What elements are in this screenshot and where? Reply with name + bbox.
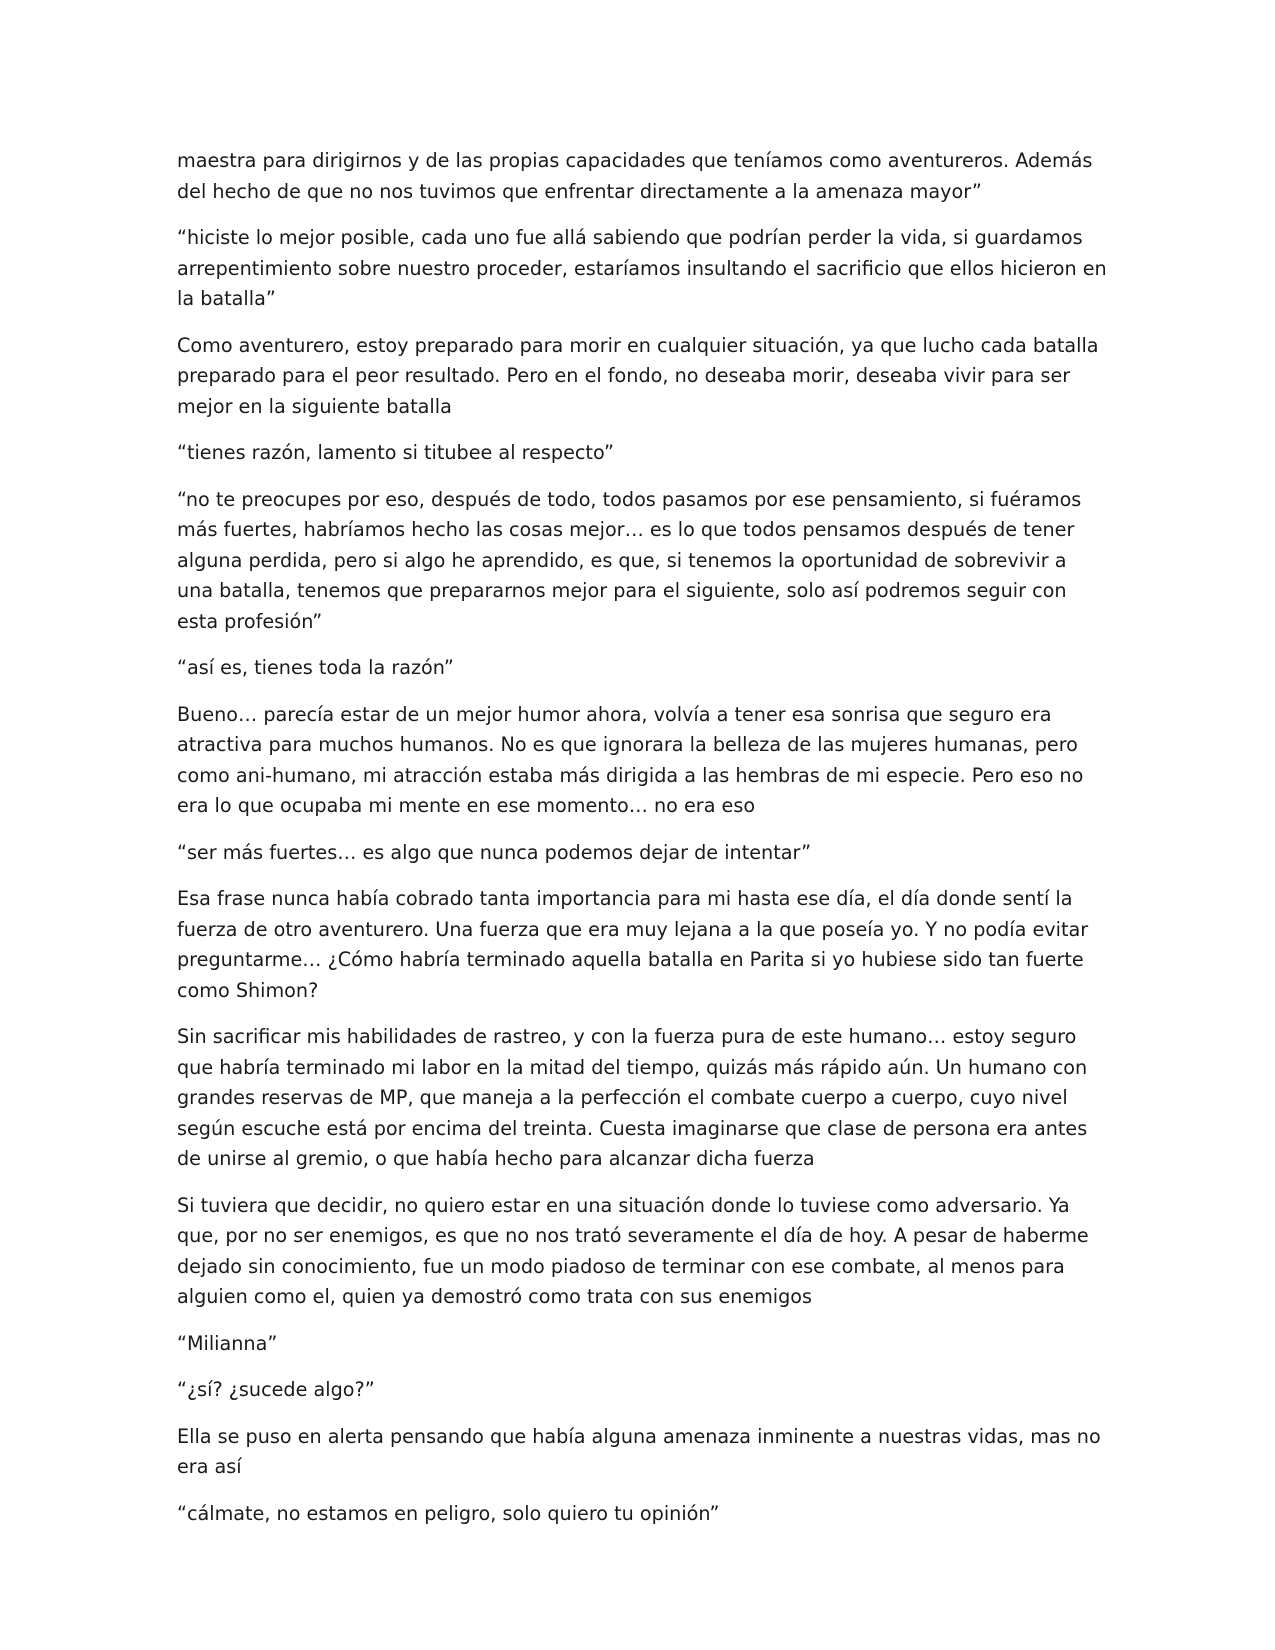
paragraph-7: Bueno… parecía estar de un mejor humor ahora, volvía a tener esa sonrisa que seguro era atractiva para muchos humanos. No es que ignorara la belleza de las mujeres humanas, pero como ani-humano, mi atracción estaba más dirigida a las hembras de mi especie. Pero eso no era lo que ocupaba mi mente en ese momento… no era eso xyxy=(177,702,1084,817)
paragraph-6: “así es, tienes toda la razón” xyxy=(177,656,454,679)
paragraph-15: “cálmate, no estamos en peligro, solo quiero tu opinión” xyxy=(177,1501,720,1525)
paragraph-5: “no te preocupes por eso, después de todo, todos pasamos por ese pensamiento, si fuéramos más fuertes, habríamos hecho las cosas mejor… es lo que todos pensamos después de tener alguna perdida, pero si algo he aprendido, es que, si tenemos la oportunidad de sobrevivir a una batalla, tenemos que prepararnos mejor para el siguiente, solo así podremos seguir con esta profesión” xyxy=(177,487,1082,633)
paragraph-1: maestra para dirigirnos y de las propias capacidades que teníamos como aventureros. Además del hecho de que no nos tuvimos que enfrentar directamente a la amenaza mayor” xyxy=(177,149,1093,203)
paragraph-2: “hiciste lo mejor posible, cada uno fue allá sabiendo que podrían perder la vida, si guardamos arrepentimiento sobre nuestro proceder, estaríamos insultando el sacrificio que ellos hicieron en la batalla” xyxy=(177,226,1107,310)
paragraph-3: Como aventurero, estoy preparado para morir en cualquier situación, ya que lucho cada batalla preparado para el peor resultado. Pero en el fondo, no deseaba morir, deseaba vivir para ser mejor en la siguiente batalla xyxy=(177,333,1099,418)
paragraph-8: “ser más fuertes… es algo que nunca podemos dejar de intentar” xyxy=(177,840,812,864)
body-text xyxy=(177,146,1107,1545)
paragraph-4: “tienes razón, lamento si titubee al respecto” xyxy=(177,441,614,464)
paragraph-12: “Milianna” xyxy=(177,1331,278,1355)
paragraph-14: Ella se puso en alerta pensando que había alguna amenaza inminente a nuestras vidas, mas no era así xyxy=(177,1424,1101,1478)
paragraph-10: Sin sacrificar mis habilidades de rastreo, y con la fuerza pura de este humano… estoy seguro que habría terminado mi labor en la mitad del tiempo, quizás más rápido aún. Un humano con grandes reservas de MP, que maneja a la perfección el combate cuerpo a cuerpo, cuyo nivel según escuche está por encima del treinta. Cuesta imaginarse que clase de persona era antes de unirse al gremio, o que había hecho para alcanzar dicha fuerza xyxy=(177,1025,1088,1170)
paragraph-9: Esa frase nunca había cobrado tanta importancia para mi hasta ese día, el día donde sentí la fuerza de otro aventurero. Una fuerza que era muy lejana a la que poseía yo. Y no podía evitar preguntarme… ¿Cómo habría terminado aquella batalla en Parita si yo hubiese sido tan fuerte como Shimon? xyxy=(177,887,1089,1002)
paragraph-13: “¿sí? ¿sucede algo?” xyxy=(177,1378,375,1401)
paragraph-11: Si tuviera que decidir, no quiero estar en una situación donde lo tuviese como adversario. Ya que, por no ser enemigos, es que no nos trató severamente el día de hoy. A pesar de haberme dejado sin conocimiento, fue un modo piadoso de terminar con ese combate, al menos para alguien como el, quien ya demostró como trata con sus enemigos xyxy=(177,1193,1089,1308)
